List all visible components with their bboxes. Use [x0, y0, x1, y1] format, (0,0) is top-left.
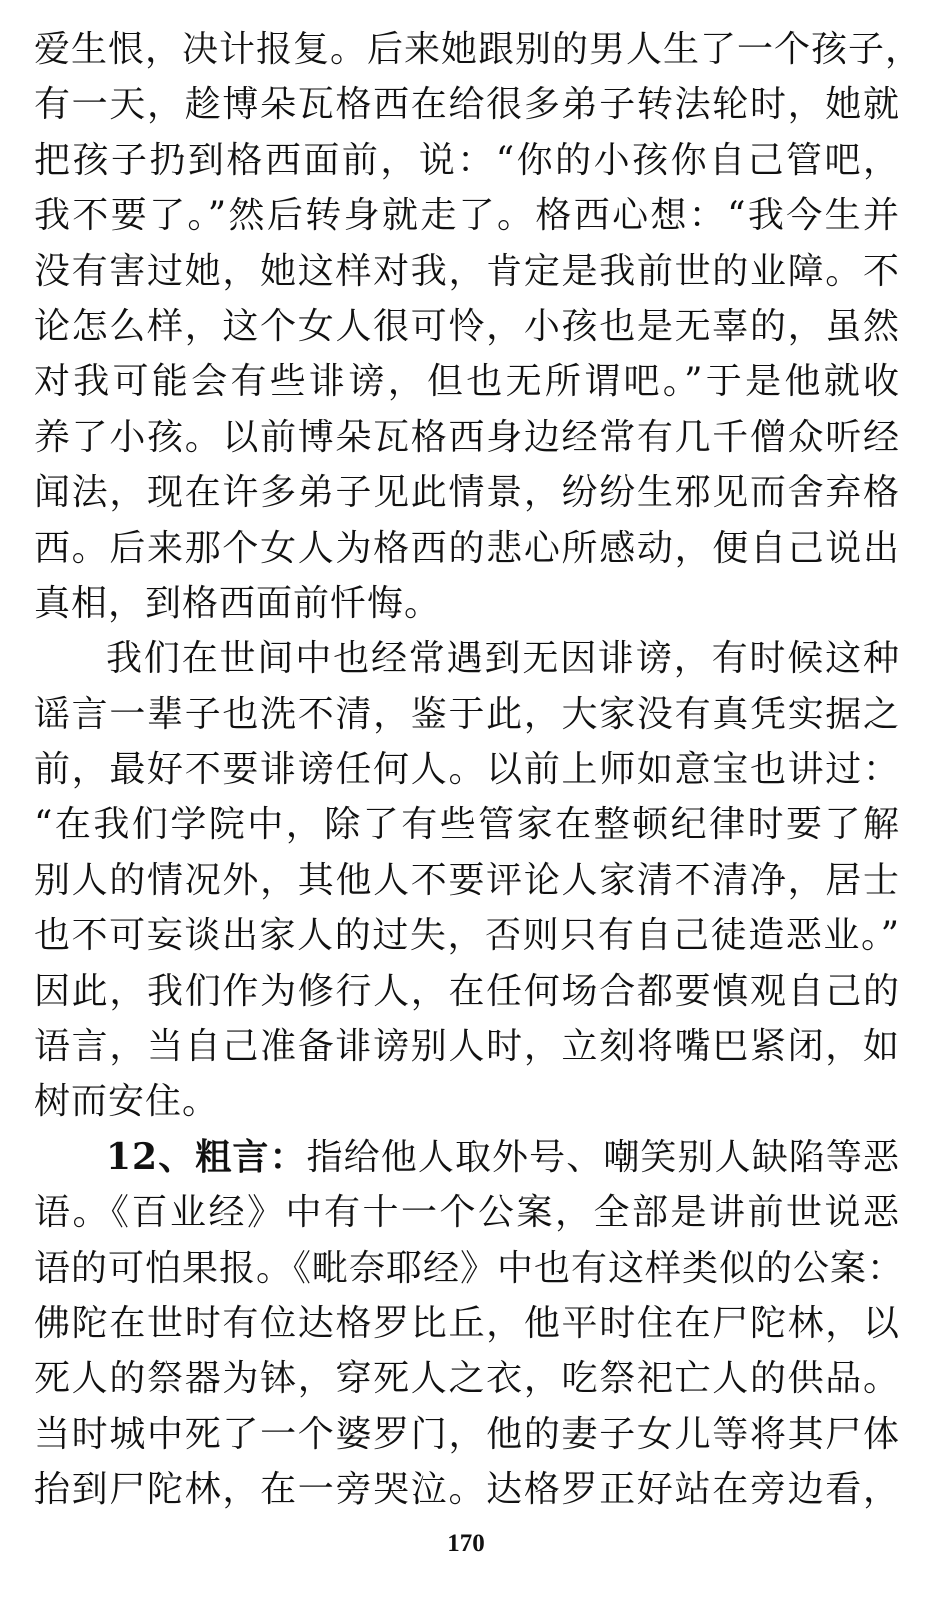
text-line: 闻法，现在许多弟子见此情景，纷纷生邪见而舍弃格 — [34, 472, 900, 514]
text-line: 没有害过她，她这样对我，肯定是我前世的业障。不 — [34, 250, 900, 292]
body-text — [34, 22, 923, 1518]
page-number: 170 — [447, 1530, 485, 1557]
text-line: 对我可能会有些诽谤，但也无所谓吧。”于是他就收 — [34, 361, 900, 403]
text-line: 把孩子扔到格西面前，说：“你的小孩你自己管吧， — [34, 139, 900, 181]
text-line: 语的可怕果报。《毗奈耶经》中也有这样类似的公案： — [34, 1247, 905, 1289]
heading-line-text: 指给他人取外号、嘲笑别人缺陷等恶 — [306, 1136, 900, 1178]
text-line: 谣言一辈子也洗不清，鉴于此，大家没有真凭实据之 — [34, 693, 900, 735]
text-line: 死人的祭器为钵，穿死人之衣，吃祭祀亡人的供品。 — [34, 1358, 900, 1400]
text-line: 因此，我们作为修行人，在任何场合都要慎观自己的 — [34, 970, 900, 1012]
section-heading: 12、粗言： — [106, 1135, 307, 1178]
text-line: 抬到尸陀林，在一旁哭泣。达格罗正好站在旁边看， — [34, 1469, 900, 1511]
text-line: 西。后来那个女人为格西的悲心所感动，便自己说出 — [34, 527, 900, 569]
text-line: 也不可妄谈出家人的过失，否则只有自己徒造恶业。” — [34, 915, 900, 957]
text-line: 佛陀在世时有位达格罗比丘，他平时住在尸陀林，以 — [34, 1302, 900, 1344]
text-line: “在我们学院中，除了有些管家在整顿纪律时要了解 — [34, 804, 900, 846]
text-line: 树而安住。 — [34, 1081, 220, 1123]
text-line: 养了小孩。以前博朵瓦格西身边经常有几千僧众听经 — [34, 416, 900, 458]
text-line: 我不要了。”然后转身就走了。格西心想：“我今生并 — [34, 195, 900, 237]
text-line: 有一天，趁博朵瓦格西在给很多弟子转法轮时，她就 — [34, 84, 900, 126]
text-line: 语言，当自己准备诽谤别人时，立刻将嘴巴紧闭，如 — [34, 1026, 900, 1068]
text-line: 论怎么样，这个女人很可怜，小孩也是无辜的，虽然 — [34, 305, 900, 347]
section-heading-line — [34, 1130, 900, 1185]
text-line: 我们在世间中也经常遇到无因诽谤，有时候这种 — [106, 638, 900, 680]
text-line: 当时城中死了一个婆罗门，他的妻子女儿等将其尸体 — [34, 1413, 900, 1455]
text-line: 爱生恨，决计报复。后来她跟别的男人生了一个孩子， — [34, 29, 923, 70]
text-line: 前，最好不要诽谤任何人。以前上师如意宝也讲过： — [34, 749, 900, 791]
text-line: 别人的情况外，其他人不要评论人家清不清净，居士 — [34, 859, 900, 901]
text-line: 真相，到格西面前忏悔。 — [34, 582, 442, 624]
text-line: 语。《百业经》中有十一个公案，全部是讲前世说恶 — [34, 1192, 900, 1234]
